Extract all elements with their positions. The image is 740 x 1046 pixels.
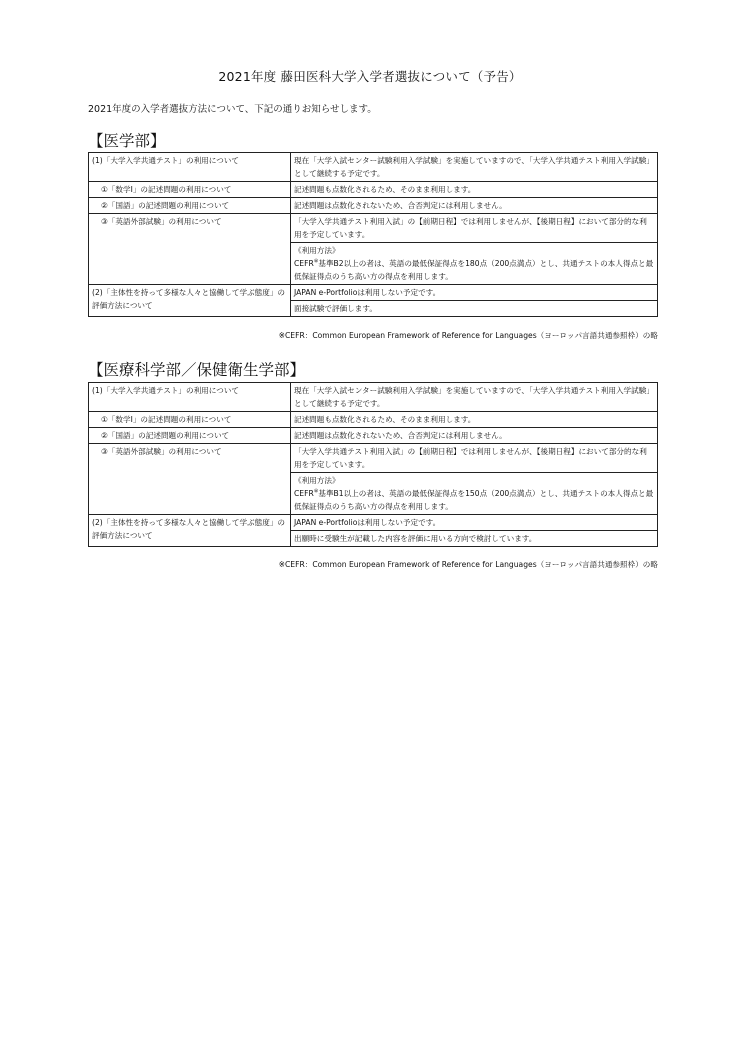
method-cell — [291, 473, 658, 515]
table-row — [89, 515, 658, 531]
intro-text: 2021年度の入学者選抜方法について、下記の通りお知らせします。 — [88, 104, 377, 115]
cefr-footnote: ※CEFR：Common European Framework of Reference for Languages（ヨーロッパ言語共通参照枠）の略 — [278, 331, 658, 340]
row-text: 現在「大学入試センター試験利用入学試験」を実施していますので、「大学入学共通テスト利用入学試験」として継続する予定です。 — [291, 153, 658, 182]
row-label: (2)「主体性を持って多様な人々と協働して学ぶ態度」の評価方法について — [89, 285, 291, 317]
table-row — [89, 383, 658, 412]
row-label: ③「英語外部試験」の利用について — [89, 444, 291, 515]
table-row — [89, 428, 658, 444]
row-text: 記述問題も点数化されるため、そのまま利用します。 — [291, 182, 658, 198]
table-row — [89, 214, 658, 243]
method-title: 《利用方法》 — [294, 246, 340, 255]
section-heading-medicine: 【医学部】 — [88, 132, 166, 150]
method-body: 基準B2以上の者は、英語の最低保証得点を180点（200点満点）とし、共通テストの本人得点と最低保証得点のうち高い方の得点を利用します。 — [294, 259, 654, 281]
method-cell — [291, 243, 658, 285]
table-row — [89, 198, 658, 214]
cefr-footnote: ※CEFR：Common European Framework of Reference for Languages（ヨーロッパ言語共通参照枠）の略 — [278, 560, 658, 569]
row-label: (1)「大学入学共通テスト」の利用について — [89, 383, 291, 412]
table-row — [89, 412, 658, 428]
table-row — [89, 153, 658, 182]
health-sciences-table — [88, 382, 658, 547]
cefr-label: CEFR — [294, 489, 314, 498]
table-row — [89, 182, 658, 198]
row-label: ③「英語外部試験」の利用について — [89, 214, 291, 285]
table-row — [89, 444, 658, 473]
table-row — [89, 285, 658, 301]
row-label: (2)「主体性を持って多様な人々と協働して学ぶ態度」の評価方法について — [89, 515, 291, 547]
row-text: 現在「大学入試センター試験利用入学試験」を実施していますので、「大学入学共通テスト利用入学試験」として継続する予定です。 — [291, 383, 658, 412]
row-text: 出願時に受験生が記載した内容を評価に用いる方向で検討しています。 — [291, 531, 658, 547]
method-title: 《利用方法》 — [294, 476, 340, 485]
row-text: 面接試験で評価します。 — [291, 301, 658, 317]
cefr-note-mark: ※ — [313, 258, 319, 265]
method-text — [294, 257, 654, 283]
row-text: 記述問題も点数化されるため、そのまま利用します。 — [291, 412, 658, 428]
row-label: (1)「大学入学共通テスト」の利用について — [89, 153, 291, 182]
method-text — [294, 487, 654, 513]
section-heading-health-sciences: 【医療科学部／保健衛生学部】 — [88, 361, 306, 379]
row-label: ①「数学Ⅰ」の記述問題の利用について — [89, 412, 291, 428]
cefr-label: CEFR — [294, 259, 314, 268]
page-title: 2021年度 藤田医科大学入学者選抜について（予告） — [218, 69, 522, 84]
row-text: 「大学入学共通テスト利用入試」の【前期日程】では利用しませんが、【後期日程】において部分的な利用を予定しています。 — [291, 214, 658, 243]
row-text: JAPAN e-Portfolioは利用しない予定です。 — [291, 515, 658, 531]
method-body: 基準B1以上の者は、英語の最低保証得点を150点（200点満点）とし、共通テストの本人得点と最低保証得点のうち高い方の得点を利用します。 — [294, 489, 654, 511]
row-label: ②「国語」の記述問題の利用について — [89, 428, 291, 444]
row-text: 記述問題は点数化されないため、合否判定には利用しません。 — [291, 428, 658, 444]
row-label: ②「国語」の記述問題の利用について — [89, 198, 291, 214]
cefr-note-mark: ※ — [313, 488, 319, 495]
medicine-table — [88, 152, 658, 317]
row-text: JAPAN e-Portfolioは利用しない予定です。 — [291, 285, 658, 301]
row-text: 記述問題は点数化されないため、合否判定には利用しません。 — [291, 198, 658, 214]
row-text: 「大学入学共通テスト利用入試」の【前期日程】では利用しませんが、【後期日程】において部分的な利用を予定しています。 — [291, 444, 658, 473]
row-label: ①「数学Ⅰ」の記述問題の利用について — [89, 182, 291, 198]
